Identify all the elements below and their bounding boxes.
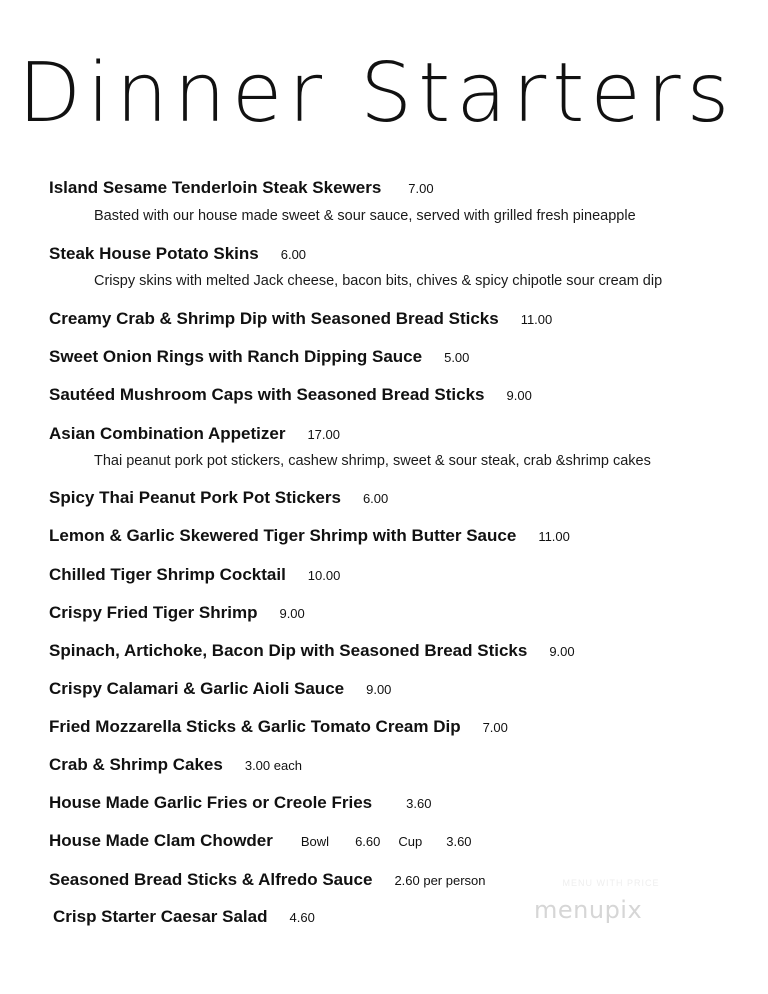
item-name: Chilled Tiger Shrimp Cocktail xyxy=(49,565,286,584)
menu-item xyxy=(49,831,472,851)
item-price: 9.00 xyxy=(549,644,575,659)
menu-item xyxy=(49,244,306,264)
item-name: Crispy Fried Tiger Shrimp xyxy=(49,603,258,622)
menu-item xyxy=(49,347,469,367)
item-name: House Made Garlic Fries or Creole Fries xyxy=(49,793,373,812)
item-name: Crab & Shrimp Cakes xyxy=(49,755,223,774)
item-name: Spinach, Artichoke, Bacon Dip with Seasoned Bread Sticks xyxy=(49,641,528,660)
item-cup-price: 3.60 xyxy=(446,834,472,849)
menu-item xyxy=(49,641,575,661)
item-name: Seasoned Bread Sticks & Alfredo Sauce xyxy=(49,870,373,889)
menu-item xyxy=(53,907,315,927)
item-price: 17.00 xyxy=(307,427,340,442)
item-name: Lemon & Garlic Skewered Tiger Shrimp with Butter Sauce xyxy=(49,526,517,545)
item-name: Island Sesame Tenderloin Steak Skewers xyxy=(49,178,382,197)
item-description: Basted with our house made sweet & sour sauce, served with grilled fresh pineapple xyxy=(94,208,636,224)
item-price: 9.00 xyxy=(506,388,532,403)
menu-item xyxy=(49,309,552,329)
item-name: Steak House Potato Skins xyxy=(49,244,259,263)
item-description: Crispy skins with melted Jack cheese, bacon bits, chives & spicy chipotle sour cream dip xyxy=(94,273,663,289)
item-price: 2.60 per person xyxy=(394,873,486,888)
item-price: 10.00 xyxy=(307,568,341,583)
item-price: 5.00 xyxy=(444,350,470,365)
item-price: 6.00 xyxy=(362,491,389,506)
item-name: Asian Combination Appetizer xyxy=(49,424,286,443)
menupix-watermark xyxy=(526,878,696,936)
page-title: Dinner Starters xyxy=(18,46,736,141)
menu-item xyxy=(49,565,340,585)
item-price: 9.00 xyxy=(279,606,305,621)
item-name: House Made Clam Chowder xyxy=(49,831,273,850)
menu-item xyxy=(49,603,305,623)
item-cup-label: Cup xyxy=(398,834,423,849)
menu-item xyxy=(49,526,570,546)
item-name: Sautéed Mushroom Caps with Seasoned Bread Sticks xyxy=(49,385,485,404)
item-price: 11.00 xyxy=(520,312,553,327)
menu-item xyxy=(49,488,388,508)
watermark-caption: MENU WITH PRICE xyxy=(562,878,660,888)
item-price: 3.00 each xyxy=(244,758,302,773)
item-price: 6.00 xyxy=(280,247,307,262)
menupix-logo: menupix xyxy=(534,896,643,924)
menu-item xyxy=(49,424,340,444)
item-price: 11.00 xyxy=(538,529,570,544)
item-price: 9.00 xyxy=(366,682,392,697)
item-price: 7.00 xyxy=(482,720,508,735)
menu-item xyxy=(49,717,508,737)
menu-item xyxy=(49,178,434,198)
menu-item xyxy=(49,793,431,813)
item-name: Crisp Starter Caesar Salad xyxy=(53,907,268,926)
item-name: Creamy Crab & Shrimp Dip with Seasoned Bread Sticks xyxy=(49,309,499,328)
item-name: Sweet Onion Rings with Ranch Dipping Sauce xyxy=(49,347,423,366)
menu-item xyxy=(49,679,391,699)
item-description: Thai peanut pork pot stickers, cashew shrimp, sweet & sour steak, crab &shrimp cakes xyxy=(94,453,651,469)
item-price: 7.00 xyxy=(408,181,434,196)
menu-item xyxy=(49,870,486,890)
item-price: 4.60 xyxy=(289,910,315,925)
item-bowl-price: 6.60 xyxy=(355,834,381,849)
item-name: Crispy Calamari & Garlic Aioli Sauce xyxy=(49,679,345,698)
menu-item xyxy=(49,755,302,775)
item-price: 3.60 xyxy=(406,796,432,811)
item-name: Spicy Thai Peanut Pork Pot Stickers xyxy=(49,488,341,507)
menu-item xyxy=(49,385,532,405)
item-bowl-label: Bowl xyxy=(300,834,330,849)
item-name: Fried Mozzarella Sticks & Garlic Tomato Cream Dip xyxy=(49,717,461,736)
